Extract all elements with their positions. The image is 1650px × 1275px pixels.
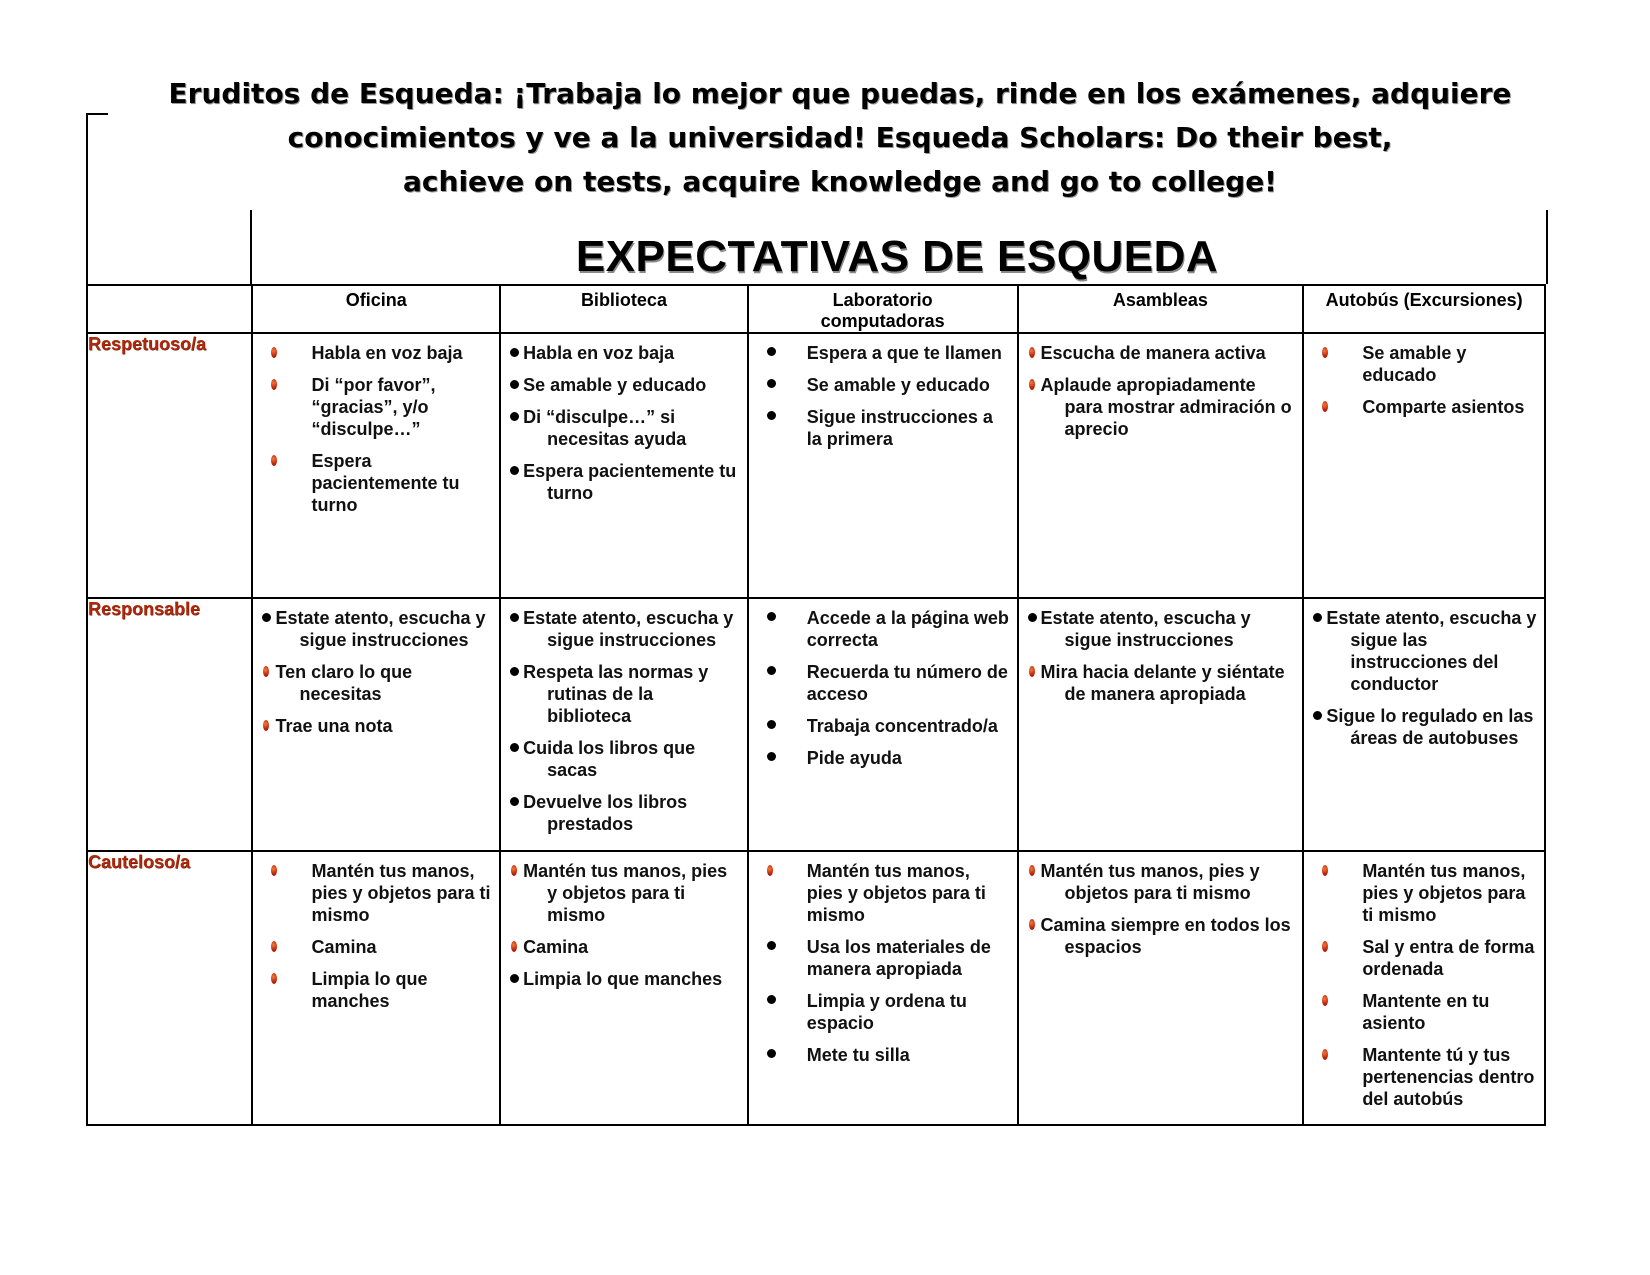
list-item (757, 936, 1011, 980)
expectation-cell (500, 333, 748, 598)
red-bullet-icon (511, 865, 517, 876)
red-bullet-icon (1029, 666, 1035, 677)
expectation-cell (252, 598, 500, 851)
item-text: Trabaja concentrado/a (806, 716, 998, 736)
item-text: Se amable y educado (806, 375, 990, 395)
item-text: Comparte asientos (1362, 397, 1525, 417)
list-item (509, 607, 741, 651)
item-text: Estate atento, escucha y sigue instrucciones (523, 608, 734, 650)
list-item (1027, 914, 1297, 958)
list-item (1312, 936, 1538, 980)
black-bullet-icon (1028, 613, 1037, 622)
list-item (509, 460, 741, 504)
motto-line-1: Eruditos de Esqueda: ¡Trabaja lo mejor que puedas, rinde en los exámenes, adquiere (168, 77, 1512, 110)
list-item (1312, 860, 1538, 926)
red-bullet-icon (1029, 347, 1035, 358)
item-text: Mantente tú y tus pertenencias dentro del autobús (1362, 1045, 1535, 1109)
item-text: Di “por favor”, “gracias”, y/o “disculpe…” (311, 375, 436, 439)
black-bullet-icon (767, 666, 776, 675)
red-bullet-icon (1322, 865, 1328, 876)
item-text: Recuerda tu número de acceso (806, 662, 1008, 704)
expectation-list (749, 599, 1017, 769)
row-label: Respetuoso/a (87, 333, 252, 598)
item-text: Espera pacientemente tu turno (311, 451, 460, 515)
item-text: Sigue instrucciones a la primera (806, 407, 993, 449)
item-text: Mantén tus manos, pies y objetos para ti mismo (1040, 861, 1260, 903)
red-bullet-icon (511, 941, 517, 952)
item-text: Estate atento, escucha y sigue instrucciones (275, 608, 486, 650)
item-text: Mantén tus manos, pies y objetos para ti mismo (1362, 861, 1526, 925)
black-bullet-icon (767, 720, 776, 729)
item-text: Devuelve los libros prestados (523, 792, 688, 834)
item-text: Accede a la página web correcta (806, 608, 1009, 650)
list-item (261, 374, 493, 440)
expectation-cell (1303, 851, 1545, 1125)
item-text: Cuida los libros que sacas (523, 738, 696, 780)
expectation-list (1019, 599, 1303, 705)
item-text: Mantén tus manos, pies y objetos para ti mismo (806, 861, 986, 925)
expectation-cell (252, 851, 500, 1125)
red-bullet-icon (263, 666, 269, 677)
black-bullet-icon (767, 995, 776, 1004)
item-text: Camina (311, 937, 377, 957)
red-bullet-icon (1322, 347, 1328, 358)
expectation-list (1019, 334, 1303, 440)
list-item (509, 936, 741, 958)
red-bullet-icon (263, 720, 269, 731)
list-item (261, 860, 493, 926)
list-item (261, 968, 493, 1012)
list-item (261, 715, 493, 737)
header-row (87, 285, 1545, 333)
list-item (509, 406, 741, 450)
column-header: Biblioteca (500, 285, 748, 333)
item-text: Pide ayuda (806, 748, 902, 768)
list-item (1312, 705, 1538, 749)
item-text: Sal y entra de forma ordenada (1362, 937, 1535, 979)
column-header: Autobús (Excursiones) (1303, 285, 1545, 333)
black-bullet-icon (510, 743, 519, 752)
item-text: Sigue lo regulado en las áreas de autobuses (1326, 706, 1534, 748)
list-item (757, 607, 1011, 651)
expectation-list (253, 852, 499, 1012)
expectation-list (1019, 852, 1303, 958)
motto-banner (150, 72, 1530, 204)
list-item (757, 374, 1011, 396)
red-bullet-icon (271, 379, 277, 390)
column-header: Laboratorio computadoras (748, 285, 1018, 333)
expectation-cell (748, 598, 1018, 851)
corner-mark (86, 113, 108, 115)
black-bullet-icon (510, 380, 519, 389)
expectation-list (1304, 334, 1544, 418)
list-item (509, 737, 741, 781)
list-item (509, 860, 741, 926)
expectation-cell (1303, 598, 1545, 851)
list-item (757, 990, 1011, 1034)
red-bullet-icon (1322, 1049, 1328, 1060)
red-bullet-icon (271, 941, 277, 952)
table-row (87, 598, 1545, 851)
black-bullet-icon (767, 379, 776, 388)
black-bullet-icon (767, 752, 776, 761)
black-bullet-icon (510, 974, 519, 983)
red-bullet-icon (767, 865, 773, 876)
item-text: Camina siempre en todos los espacios (1040, 915, 1291, 957)
item-text: Mantente en tu asiento (1362, 991, 1490, 1033)
item-text: Habla en voz baja (523, 343, 675, 363)
expectation-cell (1018, 598, 1304, 851)
list-item (261, 342, 493, 364)
black-bullet-icon (767, 941, 776, 950)
corner-cell (87, 285, 252, 333)
expectation-list (501, 852, 747, 990)
black-bullet-icon (262, 613, 271, 622)
list-item (757, 715, 1011, 737)
motto-line-2: conocimientos y ve a la universidad! Esqueda Scholars: Do their best, (287, 121, 1393, 154)
expectation-list (501, 334, 747, 504)
black-bullet-icon (510, 348, 519, 357)
black-bullet-icon (767, 347, 776, 356)
list-item (1027, 860, 1297, 904)
black-bullet-icon (510, 667, 519, 676)
expectation-list (1304, 599, 1544, 749)
black-bullet-icon (510, 613, 519, 622)
item-text: Espera pacientemente tu turno (523, 461, 737, 503)
expectation-list (501, 599, 747, 835)
item-text: Habla en voz baja (311, 343, 463, 363)
expectation-cell (1018, 333, 1304, 598)
red-bullet-icon (1029, 919, 1035, 930)
item-text: Espera a que te llamen (806, 343, 1002, 363)
list-item (261, 607, 493, 651)
list-item (1027, 607, 1297, 651)
expectation-cell (1303, 333, 1545, 598)
red-bullet-icon (271, 347, 277, 358)
list-item (757, 860, 1011, 926)
table-row (87, 333, 1545, 598)
black-bullet-icon (1313, 613, 1322, 622)
red-bullet-icon (1322, 941, 1328, 952)
row-label: Cauteloso/a (87, 851, 252, 1125)
table-row (87, 851, 1545, 1125)
list-item (1312, 607, 1538, 695)
black-bullet-icon (1313, 711, 1322, 720)
item-text: Mantén tus manos, pies y objetos para ti mismo (523, 861, 728, 925)
item-text: Mantén tus manos, pies y objetos para ti mismo (311, 861, 491, 925)
list-item (1312, 396, 1538, 418)
item-text: Aplaude apropiadamente para mostrar admiración o aprecio (1040, 375, 1292, 439)
item-text: Limpia lo que manches (311, 969, 428, 1011)
black-bullet-icon (767, 1049, 776, 1058)
list-item (1312, 342, 1538, 386)
row-label: Responsable (87, 598, 252, 851)
expectation-cell (500, 598, 748, 851)
item-text: Se amable y educado (1362, 343, 1467, 385)
list-item (757, 342, 1011, 364)
list-item (1312, 990, 1538, 1034)
list-item (509, 661, 741, 727)
item-text: Trae una nota (275, 716, 393, 736)
red-bullet-icon (1029, 379, 1035, 390)
item-text: Escucha de manera activa (1040, 343, 1266, 363)
list-item (1027, 661, 1297, 705)
expectation-cell (252, 333, 500, 598)
list-item (261, 450, 493, 516)
red-bullet-icon (1322, 401, 1328, 412)
item-text: Estate atento, escucha y sigue las instrucciones del conductor (1326, 608, 1537, 694)
expectation-list (253, 334, 499, 516)
item-text: Respeta las normas y rutinas de la biblioteca (523, 662, 709, 726)
list-item (757, 747, 1011, 769)
expectation-list (749, 334, 1017, 450)
item-text: Limpia y ordena tu espacio (806, 991, 967, 1033)
item-text: Di “disculpe…” si necesitas ayuda (523, 407, 687, 449)
list-item (261, 661, 493, 705)
item-text: Limpia lo que manches (523, 969, 723, 989)
left-rule (86, 113, 88, 285)
list-item (509, 342, 741, 364)
expectations-table (86, 284, 1546, 1126)
list-item (261, 936, 493, 958)
black-bullet-icon (510, 797, 519, 806)
list-item (757, 661, 1011, 705)
item-text: Ten claro lo que necesitas (275, 662, 413, 704)
list-item (1312, 1044, 1538, 1110)
black-bullet-icon (767, 411, 776, 420)
list-item (509, 791, 741, 835)
list-item (509, 374, 741, 396)
red-bullet-icon (271, 973, 277, 984)
black-bullet-icon (767, 612, 776, 621)
expectation-list (253, 599, 499, 737)
black-bullet-icon (510, 412, 519, 421)
item-text: Estate atento, escucha y sigue instrucciones (1040, 608, 1251, 650)
list-item (757, 406, 1011, 450)
page-title: EXPECTATIVAS DE ESQUEDA (575, 232, 1219, 281)
list-item (757, 1044, 1011, 1066)
item-text: Se amable y educado (523, 375, 707, 395)
list-item (1027, 374, 1297, 440)
item-text: Usa los materiales de manera apropiada (806, 937, 991, 979)
red-bullet-icon (271, 455, 277, 466)
list-item (509, 968, 741, 990)
expectation-list (749, 852, 1017, 1066)
expectation-cell (1018, 851, 1304, 1125)
item-text: Camina (523, 937, 589, 957)
red-bullet-icon (1322, 995, 1328, 1006)
column-header: Oficina (252, 285, 500, 333)
red-bullet-icon (1029, 865, 1035, 876)
expectation-cell (748, 851, 1018, 1125)
item-text: Mete tu silla (806, 1045, 910, 1065)
expectation-cell (500, 851, 748, 1125)
motto-line-3: achieve on tests, acquire knowledge and go to college! (403, 165, 1277, 198)
red-bullet-icon (271, 865, 277, 876)
item-text: Mira hacia delante y siéntate de manera apropiada (1040, 662, 1285, 704)
expectation-list (1304, 852, 1544, 1110)
black-bullet-icon (510, 466, 519, 475)
column-header: Asambleas (1018, 285, 1304, 333)
expectation-cell (748, 333, 1018, 598)
list-item (1027, 342, 1297, 364)
